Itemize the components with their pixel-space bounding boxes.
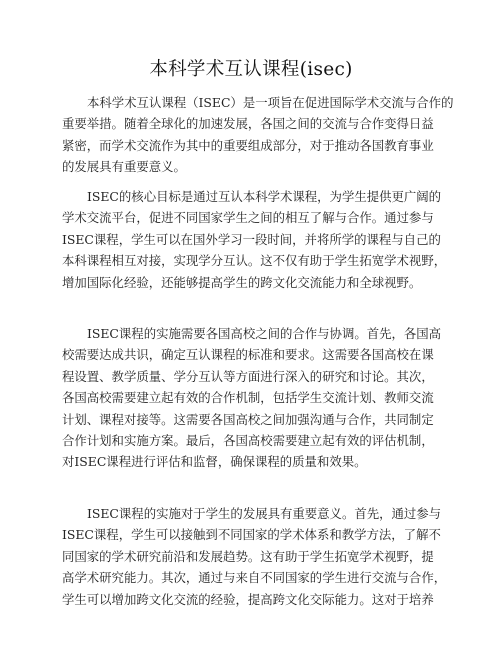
paragraph-line: 重要举措。随着全球化的加速发展，各国之间的交流与合作变得日益 xyxy=(62,116,434,132)
paragraph-implementation xyxy=(62,323,502,473)
paragraph-line: 程设置、教学质量、学分互认等方面进行深入的研究和讨论。其次， xyxy=(62,368,434,384)
paragraph-line: 校需要达成共识，确定互认课程的标准和要求。这需要各国高校在课 xyxy=(62,347,434,363)
paragraph-line: ISEC课程的实施需要各国高校之间的合作与协调。首先，各国高 xyxy=(87,326,442,341)
paragraph-line: 高学术研究能力。其次，通过与来自不同国家的学生进行交流与合作， xyxy=(62,570,447,586)
document-title: 本科学术互认课程(isec) xyxy=(149,59,353,80)
paragraph-line: 本科课程相互对接，实现学分互认。这不仅有助于学生拓宽学术视野， xyxy=(62,253,447,269)
paragraph-line: 学生可以增加跨文化交流的经验，提高跨文化交际能力。这对于培养 xyxy=(62,591,434,607)
paragraph-core-goal xyxy=(62,186,502,293)
paragraph-line: ISEC的核心目标是通过互认本科学术课程，为学生提供更广阔的 xyxy=(87,189,442,204)
paragraph-line: 同国家的学术研究前沿和发展趋势。这有助于学生拓宽学术视野，提 xyxy=(62,548,434,564)
paragraph-student-significance xyxy=(62,503,502,610)
paragraph-line: 学术交流平台，促进不同国家学生之间的相互了解与合作。通过参与 xyxy=(62,210,434,226)
paragraph-line: 对ISEC课程进行评估和监督，确保课程的质量和效果。 xyxy=(62,454,367,470)
paragraph-line: 紧密，而学术交流作为其中的重要组成部分，对于推动各国教育事业 xyxy=(62,137,434,153)
paragraph-line: ISEC课程，学生可以接触到不同国家的学术体系和教学方法，了解不 xyxy=(62,527,441,543)
paragraph-line: 的发展具有重要意义。 xyxy=(62,159,186,175)
paragraph-intro xyxy=(62,92,502,178)
paragraph-line: 合作计划和实施方案。最后，各国高校需要建立起有效的评估机制， xyxy=(62,432,434,448)
paragraph-line: 各国高校需要建立起有效的合作机制，包括学生交流计划、教师交流 xyxy=(62,390,434,406)
paragraph-line: 本科学术互认课程（ISEC）是一项旨在促进国际学术交流与合作的 xyxy=(87,95,454,110)
paragraph-line: ISEC课程的实施对于学生的发展具有重要意义。首先，通过参与 xyxy=(87,506,442,521)
paragraph-line: 增加国际化经验，还能够提高学生的跨文化交流能力和全球视野。 xyxy=(62,274,422,290)
paragraph-line: ISEC课程，学生可以在国外学习一段时间，并将所学的课程与自己的 xyxy=(62,231,441,247)
paragraph-line: 计划、课程对接等。这需要各国高校之间加强沟通与合作，共同制定 xyxy=(62,411,434,427)
